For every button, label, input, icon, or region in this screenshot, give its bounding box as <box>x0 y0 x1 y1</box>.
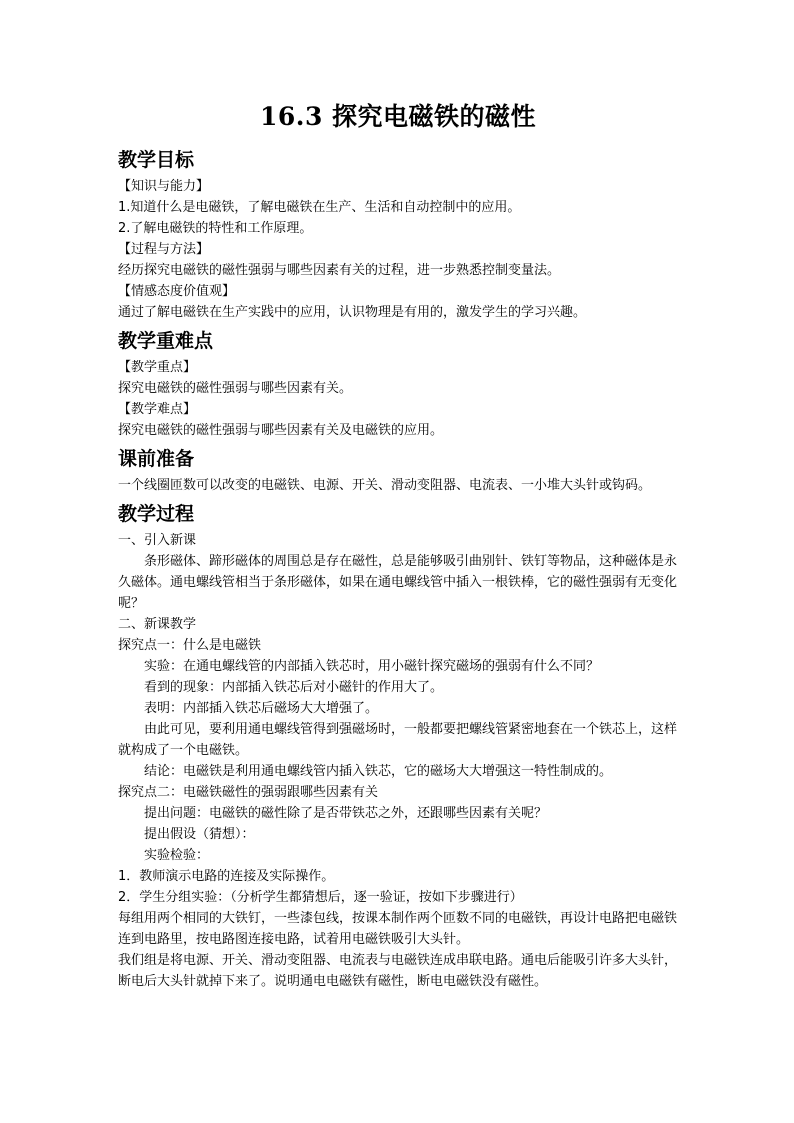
point1-label: 探究点一：什么是电磁铁 <box>118 638 262 653</box>
emotion-text: 通过了解电磁铁在生产实践中的应用，认识物理是有用的，激发学生的学习兴趣。 <box>118 305 587 320</box>
preparation-text: 一个线圈匝数可以改变的电磁铁、电源、开关、滑动变阻器、电流表、一小堆大头针或钩码。 <box>118 478 652 493</box>
process-method-label: 【过程与方法】 <box>118 242 210 257</box>
difficulty-label: 【教学难点】 <box>118 402 197 417</box>
therefore-text: 由此可见，要利用通电螺线管得到强磁场时，一般都要把螺线管紧密地套在一个铁芯上，这样就构成了一个电磁铁。 <box>118 722 678 758</box>
emotion-label: 【情感态度价值观】 <box>118 284 236 299</box>
teaching-process-heading: 教学过程 <box>118 503 195 525</box>
preparation-heading: 课前准备 <box>118 448 195 470</box>
shows-text: 表明：内部插入铁芯后磁场大大增强了。 <box>144 701 379 716</box>
step-2: 2．学生分组实验：（分析学生都猜想后，逐一验证，按如下步骤进行） <box>118 890 523 905</box>
hypothesis-text: 提出假设（猜想）： <box>144 827 255 842</box>
our-group-text: 我们组是将电源、开关、滑动变阻器、电流表与电磁铁连成串联电路。通电后能吸引许多大头针，断电后大头针就掉下来了。说明通电电磁铁有磁性，断电电磁铁没有磁性。 <box>118 953 678 989</box>
focus-label: 【教学重点】 <box>118 360 197 375</box>
focus-text: 探究电磁铁的磁性强弱与哪些因素有关。 <box>118 381 353 396</box>
experiment-text: 实验：在通电螺线管的内部插入铁芯时，用小磁针探究磁场的强弱有什么不同？ <box>144 659 600 674</box>
document-title: 16.3 探究电磁铁的磁性 <box>259 102 537 131</box>
difficulty-text: 探究电磁铁的磁性强弱与哪些因素有关及电磁铁的应用。 <box>118 423 444 438</box>
objectives-heading: 教学目标 <box>118 149 195 171</box>
knowledge-item-2: 2.了解电磁铁的特性和工作原理。 <box>118 221 313 236</box>
new-lesson-label: 二、新课教学 <box>118 617 197 632</box>
step-1: 1．教师演示电路的连接及实际操作。 <box>118 869 335 884</box>
knowledge-item-1: 1.知道什么是电磁铁，了解电磁铁在生产、生活和自动控制中的应用。 <box>118 200 521 215</box>
question-text: 提出问题：电磁铁的磁性除了是否带铁芯之外，还跟哪些因素有关呢？ <box>144 806 548 821</box>
conclusion-text: 结论：电磁铁是利用通电螺线管内插入铁芯，它的磁场大大增强这一特性制成的。 <box>144 764 613 779</box>
observed-text: 看到的现象：内部插入铁芯后对小磁针的作用大了。 <box>144 680 444 695</box>
intro-text: 条形磁体、蹄形磁体的周围总是存在磁性，总是能够吸引曲别针、铁钉等物品，这种磁体是永久磁体。通电螺线管相当于条形磁体，如果在通电螺线管中插入一根铁棒，它的磁性强弱有无变化呢？ <box>118 554 678 611</box>
process-method-text: 经历探究电磁铁的磁性强弱与哪些因素有关的过程，进一步熟悉控制变量法。 <box>118 263 561 278</box>
knowledge-label: 【知识与能力】 <box>118 179 210 194</box>
intro-label: 一、引入新课 <box>118 533 197 548</box>
key-points-heading: 教学重难点 <box>118 330 214 352</box>
point2-label: 探究点二：电磁铁磁性的强弱跟哪些因素有关 <box>118 785 379 800</box>
document-page <box>118 100 678 992</box>
verify-text: 实验检验： <box>144 848 210 863</box>
group-text: 每组用两个相同的大铁钉，一些漆包线，按课本制作两个匝数不同的电磁铁，再设计电路把电磁铁连到电路里，按电路图连接电路，试着用电磁铁吸引大头针。 <box>118 911 678 947</box>
